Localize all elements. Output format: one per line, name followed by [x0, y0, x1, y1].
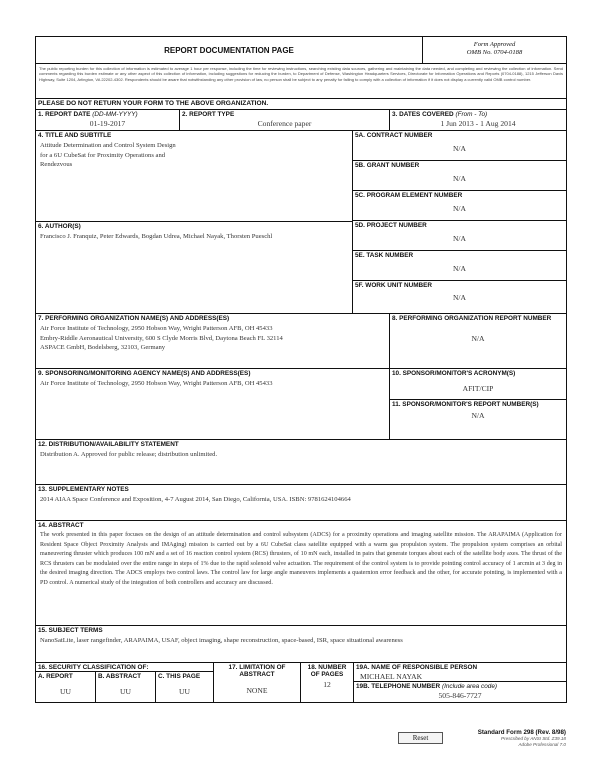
- contract-number-field[interactable]: [353, 131, 566, 161]
- number-of-pages-label: 18. NUMBER OF PAGES: [307, 664, 347, 679]
- report-class-label: A. REPORT: [36, 672, 96, 685]
- performing-report-number-field[interactable]: [390, 314, 566, 368]
- sponsoring-agency-field[interactable]: [36, 369, 390, 439]
- approved-label: Form Approved: [473, 41, 516, 48]
- responsible-person-block: [354, 663, 566, 702]
- report-type-value: Conference paper: [257, 119, 312, 129]
- sponsor-acronym-field[interactable]: [390, 369, 566, 400]
- limitation-label: 17. LIMITATION OF ABSTRACT: [228, 664, 286, 679]
- work-unit-value: N/A: [452, 293, 467, 303]
- task-number-field[interactable]: [353, 251, 566, 281]
- page-class-value[interactable]: UU: [179, 687, 190, 696]
- standard-form-label: Standard Form 298 (Rev. 8/98): [477, 729, 566, 736]
- performing-org-row: [36, 314, 566, 369]
- reset-button[interactable]: Reset: [398, 732, 443, 744]
- report-type-field[interactable]: [180, 110, 390, 130]
- author-label: 6. AUTHOR(S): [38, 223, 81, 230]
- form-approved-block: [423, 37, 566, 63]
- contract-number-value: N/A: [452, 144, 467, 154]
- project-number-field[interactable]: [353, 221, 566, 251]
- project-number-value: N/A: [452, 234, 467, 244]
- number-of-pages-field[interactable]: [301, 663, 354, 702]
- telephone-field[interactable]: [354, 682, 566, 702]
- limitation-value: NONE: [246, 685, 268, 695]
- title-line-1: Attitude Determination and Control System Design: [40, 142, 176, 150]
- performing-org-line-3: ASPACE GmbH, Bodelsberg, 32103, Germany: [40, 344, 166, 352]
- report-date-field[interactable]: [36, 110, 180, 130]
- title-line-3: Rendezvous: [40, 161, 73, 169]
- warning-row: [36, 99, 566, 110]
- security-classification-values: [36, 685, 213, 702]
- subject-terms-row: [36, 626, 566, 663]
- subject-terms-value: NanoSatLite, laser rangefinder, ARAPAIMA, USAF, object imaging, shape reconstruction, space-based, ISR, space situational awareness: [40, 637, 403, 645]
- title-line-2: for a 6U CubeSat for Proximity Operations and: [40, 151, 166, 159]
- software-label: Adobe Professional 7.0: [518, 741, 566, 747]
- abstract-class-value[interactable]: UU: [96, 685, 156, 702]
- classification-row: [36, 663, 566, 702]
- security-classification-headers: [36, 672, 213, 685]
- performing-org-label: 7. PERFORMING ORGANIZATION NAME(S) AND ADDRESS(ES): [38, 315, 230, 322]
- performing-report-number-value: N/A: [471, 334, 485, 344]
- program-element-label: 5C. PROGRAM ELEMENT NUMBER: [355, 192, 463, 199]
- telephone-format: (Include area code): [441, 683, 498, 690]
- number-of-pages-value: 12: [323, 679, 331, 689]
- subject-terms-field[interactable]: [36, 626, 566, 662]
- distribution-row: [36, 440, 566, 485]
- sponsoring-agency-label: 9. SPONSORING/MONITORING AGENCY NAME(S) AND ADDRESS(ES): [38, 370, 251, 377]
- prescribed-by-label: Prescribed by ANSI Std. Z39.18: [501, 736, 566, 742]
- supplementary-notes-field[interactable]: [36, 485, 566, 520]
- author-value: Francisco J. Franquiz, Peter Edwards, Bogdan Udrea, Michael Nayak, Thorsten Pueschl: [40, 233, 273, 241]
- grant-number-label: 5B. GRANT NUMBER: [355, 162, 420, 169]
- responsible-person-value: MICHAEL NAYAK: [360, 672, 423, 682]
- form-footer: [478, 729, 566, 747]
- dates-covered-label: 3. DATES COVERED: [392, 111, 454, 118]
- abstract-class-label: B. ABSTRACT: [96, 672, 156, 685]
- page-class-label: C. THIS PAGE: [158, 673, 201, 680]
- work-unit-label: 5F. WORK UNIT NUMBER: [355, 282, 433, 289]
- supplementary-notes-label: 13. SUPPLEMENTARY NOTES: [38, 486, 129, 493]
- return-warning: PLEASE DO NOT RETURN YOUR FORM TO THE ABOVE ORGANIZATION.: [38, 100, 269, 107]
- task-number-label: 5E. TASK NUMBER: [355, 252, 414, 259]
- responsible-person-label: 19A. NAME OF RESPONSIBLE PERSON: [356, 664, 478, 671]
- subject-terms-label: 15. SUBJECT TERMS: [38, 627, 103, 634]
- project-number-label: 5D. PROJECT NUMBER: [355, 222, 427, 229]
- performing-org-line-1: Air Force Institute of Technology, 2950 Hobson Way, Wright Patterson AFB, OH 45433: [40, 325, 273, 333]
- performing-org-field[interactable]: [36, 314, 390, 368]
- performing-org-value: [36, 323, 389, 354]
- security-classification-block: [36, 663, 214, 702]
- burden-statement: [36, 64, 566, 99]
- dates-covered-field[interactable]: [390, 110, 566, 130]
- sponsor-right-column: [390, 369, 566, 439]
- title-label: 4. TITLE AND SUBTITLE: [38, 132, 112, 139]
- abstract-value: The work presented in this paper focuses on the design of an attitude determination and control subsystem (ADCS) for a proximity operations and imaging satellite mission. The ARAPAIMA (Application for Resident Space Object Proximity Analysis and IMAging) mission is carried out by a 6U CubeSat class satellite equipped with a warm gas propulsion system. The propulsion system comprises an orbital maneuvering thruster which produces 100 mN and a set of 16 reaction control system (RCS) thrusters, of 10 mN each, installed in pairs that generate torques about each of the satellite body axes. The thrust of the RCS thrusters can be modulated over the entire range in steps of 1% due to the rapid solenoid valve actuation. The requirement of the control system is to provide pointing control accuracy of 1 arcmin at 3 deg in the desired imaging direction. The ADCS employs two control laws. The control law for large angle maneuvers implements a quaternion error feedback and the other, for accurate pointing, is implemented with a PD control. A numerical study of the integration of both controllers and accuracy are discussed.: [40, 532, 562, 586]
- telephone-label: 19B. TELEPHONE NUMBER: [356, 683, 441, 690]
- title-author-row: [36, 131, 566, 314]
- abstract-label: 14. ABSTRACT: [38, 522, 84, 529]
- security-classification-label: 16. SECURITY CLASSIFICATION OF:: [36, 663, 213, 672]
- left-column: [36, 131, 353, 313]
- work-unit-field[interactable]: [353, 281, 566, 313]
- sponsoring-agency-value: Air Force Institute of Technology, 2950 Hobson Way, Wright Patterson AFB, OH 45433: [40, 380, 273, 388]
- sponsoring-row: [36, 369, 566, 440]
- right-column: [353, 131, 566, 313]
- abstract-row: [36, 521, 566, 626]
- telephone-value: 505-846-7727: [438, 691, 482, 701]
- burden-text: The public reporting burden for this collection of information is estimated to average 1 hour per response, including the time for reviewing instructions, searching existing data sources, gathering and maintaining the data needed, and completing and reviewing the collection of information. Send comments regarding this burden estimate or any other aspect of this collection of information, including suggestions for reducing the burden, to Department of Defense, Washington Headquarters Services, Directorate for Information Operations and Reports (0704-0188), 1215 Jefferson Davis Highway, Suite 1204, Arlington, VA 22202-4302. Respondents should be aware that notwithstanding any other provision of law, no person shall be subject to any penalty for failing to comply with a collection of information if it does not display a currently valid OMB control number.: [39, 66, 563, 82]
- dates-covered-value: 1 Jun 2013 - 1 Aug 2014: [440, 119, 516, 129]
- limitation-field[interactable]: [214, 663, 301, 702]
- author-field[interactable]: [36, 222, 352, 313]
- dates-row: [36, 110, 566, 131]
- dates-covered-format: (From - To): [455, 111, 488, 118]
- report-date-format: (DD-MM-YYYY): [92, 111, 138, 118]
- sponsor-acronym-label: 10. SPONSOR/MONITOR'S ACRONYM(S): [392, 370, 516, 377]
- title-field[interactable]: [36, 131, 352, 222]
- sponsor-report-number-label: 11. SPONSOR/MONITOR'S REPORT NUMBER(S): [392, 401, 539, 408]
- distribution-label: 12. DISTRIBUTION/AVAILABILITY STATEMENT: [38, 441, 179, 448]
- sponsor-report-number-field[interactable]: [390, 400, 566, 439]
- sponsor-acronym-value: AFIT/CIP: [462, 384, 494, 394]
- responsible-person-field[interactable]: [354, 663, 566, 682]
- distribution-value: Distribution A. Approved for public release; distribution unlimited.: [40, 451, 218, 459]
- abstract-field[interactable]: [36, 521, 566, 625]
- supplementary-notes-value: 2014 AIAA Space Conference and Exposition, 4-7 August 2014, San Diego, California, USA. ISBN: 9781624104664: [40, 496, 351, 504]
- title-value: [36, 140, 352, 171]
- contract-number-label: 5A. CONTRACT NUMBER: [355, 132, 433, 139]
- report-date-label: 1. REPORT DATE: [38, 111, 91, 118]
- page-title: REPORT DOCUMENTATION PAGE: [36, 37, 423, 63]
- program-element-value: N/A: [452, 204, 467, 214]
- grant-number-field[interactable]: [353, 161, 566, 191]
- report-date-value: 01-19-2017: [89, 119, 126, 129]
- form-header: [36, 37, 566, 64]
- report-class-value[interactable]: UU: [36, 685, 96, 702]
- report-documentation-form: [35, 36, 567, 703]
- grant-number-value: N/A: [452, 174, 467, 184]
- supplementary-row: [36, 485, 566, 521]
- report-type-label: 2. REPORT TYPE: [182, 111, 235, 118]
- performing-report-number-label: 8. PERFORMING ORGANIZATION REPORT NUMBER: [392, 315, 552, 322]
- distribution-field[interactable]: [36, 440, 566, 484]
- program-element-field[interactable]: [353, 191, 566, 221]
- performing-org-line-2: Embry-Riddle Aeronautical University, 600 S Clyde Morris Blvd, Daytona Beach FL 32114: [40, 334, 283, 342]
- sponsor-report-number-value: N/A: [471, 411, 485, 421]
- omb-number: OMB No. 0704-0188: [466, 48, 523, 56]
- task-number-value: N/A: [452, 264, 467, 274]
